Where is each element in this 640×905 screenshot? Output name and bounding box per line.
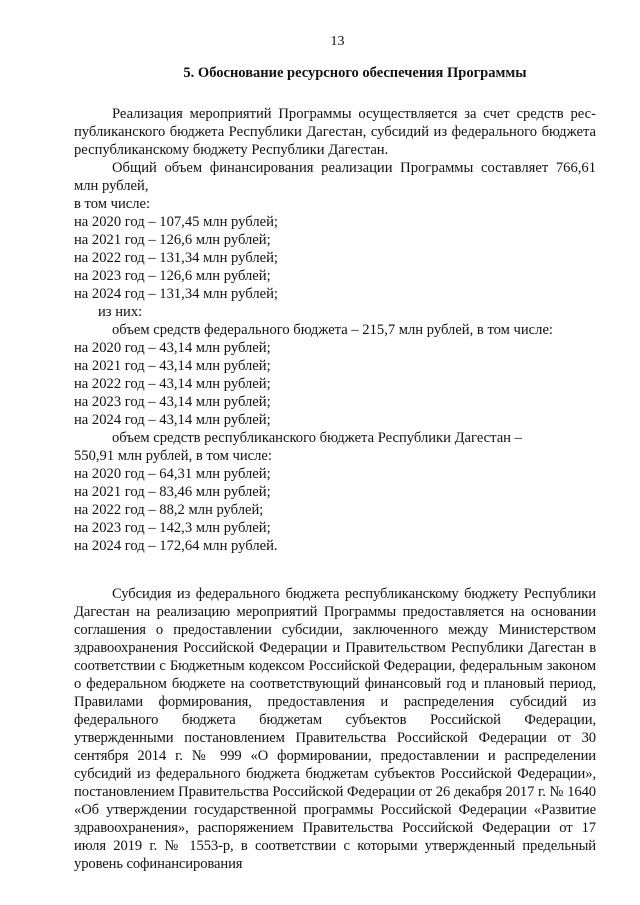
republic-year-2024: на 2024 год – 172,64 млн рублей. (74, 538, 278, 554)
republic-year-2022: на 2022 год – 88,2 млн рублей; (74, 502, 264, 518)
total-year-2023: на 2023 год – 126,6 млн рублей; (74, 268, 271, 284)
total-year-2021: на 2021 год – 126,6 млн рублей; (74, 232, 271, 248)
federal-years-list (74, 339, 596, 429)
page-number: 13 (330, 34, 345, 49)
section-title: 5. Обоснование ресурсного обеспечения Программы (183, 65, 527, 81)
subsidy-paragraph: Субсидия из федерального бюджета республиканскому бюджету Республики Дагестан на реализацию мероприятий Программы предоставляется на основании соглашения о предоставлении субсидии, заключенного между Министерством здравоохранения Российской Федерации и Правительством Республики Дагестан в соответствии с Бюджетным кодексом Российской Федерации, федеральным законом о федеральном бюджете на соответствующий финансовый год и плановый период, Правилами формирования, предоставления и распределения субсидий из федерального бюджета бюджетам субъектов Российской Федерации, утвержденными постановлением Правительства Российской Федерации от 30 сентября 2014 г. № 999 «О формировании, предоставлении и распределении субсидий из федерального бюджета бюджетам субъектов Российской Федерации», постановлением Правительства Российской Федерации от 26 декабря 2017 г. № 1640 «Об утверждении государственной программы Российской Федерации «Развитие здравоохранения», распоряжением Правительства Российской Федерации от 17 июля 2019 г. № 1553-р, в соответствии с которыми утвержденный предельный уровень софинансирования (74, 586, 596, 872)
republic-years-list (74, 465, 596, 555)
of-them-label: из них: (98, 304, 143, 320)
total-year-2020: на 2020 год – 107,45 млн рублей; (74, 214, 278, 230)
republic-year-2021: на 2021 год – 83,46 млн рублей; (74, 484, 271, 500)
federal-funding-line: объем средств федерального бюджета – 215,7 млн рублей, в том числе: (112, 322, 553, 338)
republic-funding-line-2: 550,91 млн рублей, в том числе: (74, 448, 272, 464)
republic-year-2023: на 2023 год – 142,3 млн рублей; (74, 520, 271, 536)
federal-year-2021: на 2021 год – 43,14 млн рублей; (74, 358, 271, 374)
federal-year-2020: на 2020 год – 43,14 млн рублей; (74, 340, 271, 356)
federal-year-2022: на 2022 год – 43,14 млн рублей; (74, 376, 271, 392)
total-including-label: в том числе: (74, 196, 151, 212)
republic-year-2020: на 2020 год – 64,31 млн рублей; (74, 466, 271, 482)
total-funding-paragraph: Общий объем финансирования реализации Программы составляет 766,61 млн рублей, (74, 160, 596, 194)
republic-funding-line-1: объем средств республиканского бюджета Республики Дагестан – (112, 430, 522, 446)
total-years-list (74, 213, 596, 303)
document-body (74, 105, 596, 873)
federal-year-2024: на 2024 год – 43,14 млн рублей; (74, 412, 271, 428)
total-year-2024: на 2024 год – 131,34 млн рублей; (74, 286, 278, 302)
federal-year-2023: на 2023 год – 43,14 млн рублей; (74, 394, 271, 410)
total-year-2022: на 2022 год – 131,34 млн рублей; (74, 250, 278, 266)
intro-paragraph: Реализация мероприятий Программы осуществляется за счет средств республиканского бюджета Республики Дагестан, субсидий из федерального бюджета республиканскому бюджету Республики Дагестан. (74, 106, 596, 158)
